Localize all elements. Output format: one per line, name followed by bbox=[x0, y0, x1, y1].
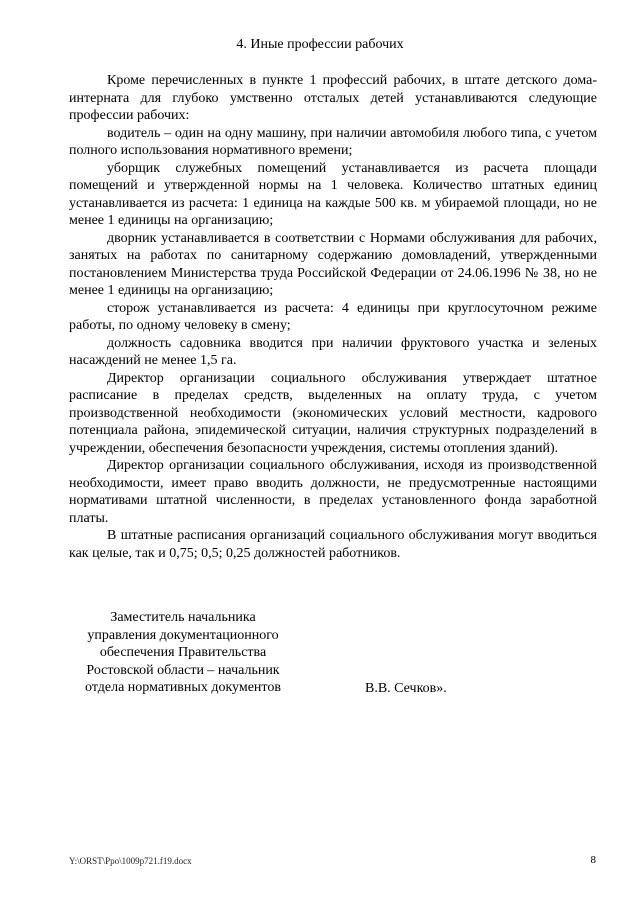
section-title: 4. Иные профессии рабочих bbox=[236, 37, 404, 52]
paragraph-intro: Кроме перечисленных в пункте 1 профессий рабочих, в штате детского дома-интерната для глубоко умственно отсталых детей устанавливаются следующие профессии рабочих: bbox=[69, 73, 597, 123]
document-body bbox=[69, 72, 597, 562]
page-number: 8 bbox=[590, 854, 596, 866]
signatory-name: В.В. Сечков». bbox=[365, 681, 447, 696]
paragraph-driver: водитель – один на одну машину, при наличии автомобиля любого типа, с учетом полного использования нормативного времени; bbox=[69, 125, 597, 158]
signatory-position-line: Заместитель начальника bbox=[110, 610, 256, 625]
signatory-position-line: Ростовской области – начальник bbox=[86, 662, 280, 678]
signatory-position-line: обеспечения Правительства bbox=[99, 645, 267, 661]
paragraph-gardener: должность садовника вводится при наличии фруктового участка и зеленых насаждений не менее 1,5 га. bbox=[69, 335, 597, 368]
paragraph-director-positions: Директор организации социального обслуживания, исходя из производственной необходимости, имеет право вводить должности, не предусмотренные настоящими нормативами штатной численности, в пределах установленного фонда заработной платы. bbox=[69, 458, 597, 526]
paragraph-janitor: дворник устанавливается в соответствии с Нормами обслуживания для рабочих, занятых на работах по санитарному содержанию домовладений, утвержденными постановлением Министерства труда Российской Федерации от 24.06.1996 № 38, но не менее 1 единицы на организацию; bbox=[69, 230, 597, 298]
paragraph-director-schedule: Директор организации социального обслуживания утверждает штатное расписание в пределах средств, выделенных на оплату труда, с учетом производственной необходимости (экономических условий местности, кадрового потенциала района, эпидемической ситуации, наличия структурных подразделений в учреждении, обеспечения безопасности учреждения, системы отопления зданий). bbox=[69, 370, 597, 456]
paragraph-fractional-positions: В штатные расписания организаций социального обслуживания могут вводиться как целые, так и 0,75; 0,5; 0,25 должностей работников. bbox=[69, 528, 597, 561]
paragraph-cleaner: уборщик служебных помещений устанавливается из расчета площади помещений и утвержденной нормы на 1 человека. Количество штатных единиц устанавливается из расчета: 1 единица на каждые 500 кв. м убираемой площади, но не менее 1 единицы на организацию; bbox=[69, 160, 597, 228]
footer-file-path: Y:\ORST\Ppo\1009p721.f19.docx bbox=[69, 856, 192, 866]
paragraph-watchman: сторож устанавливается из расчета: 4 единицы при круглосуточном режиме работы, по одному человеку в смену; bbox=[69, 300, 597, 333]
signatory-position-line: управления документационного bbox=[87, 627, 279, 643]
signatory-position-line: отдела нормативных документов bbox=[85, 680, 281, 696]
signatory-position bbox=[69, 609, 297, 697]
